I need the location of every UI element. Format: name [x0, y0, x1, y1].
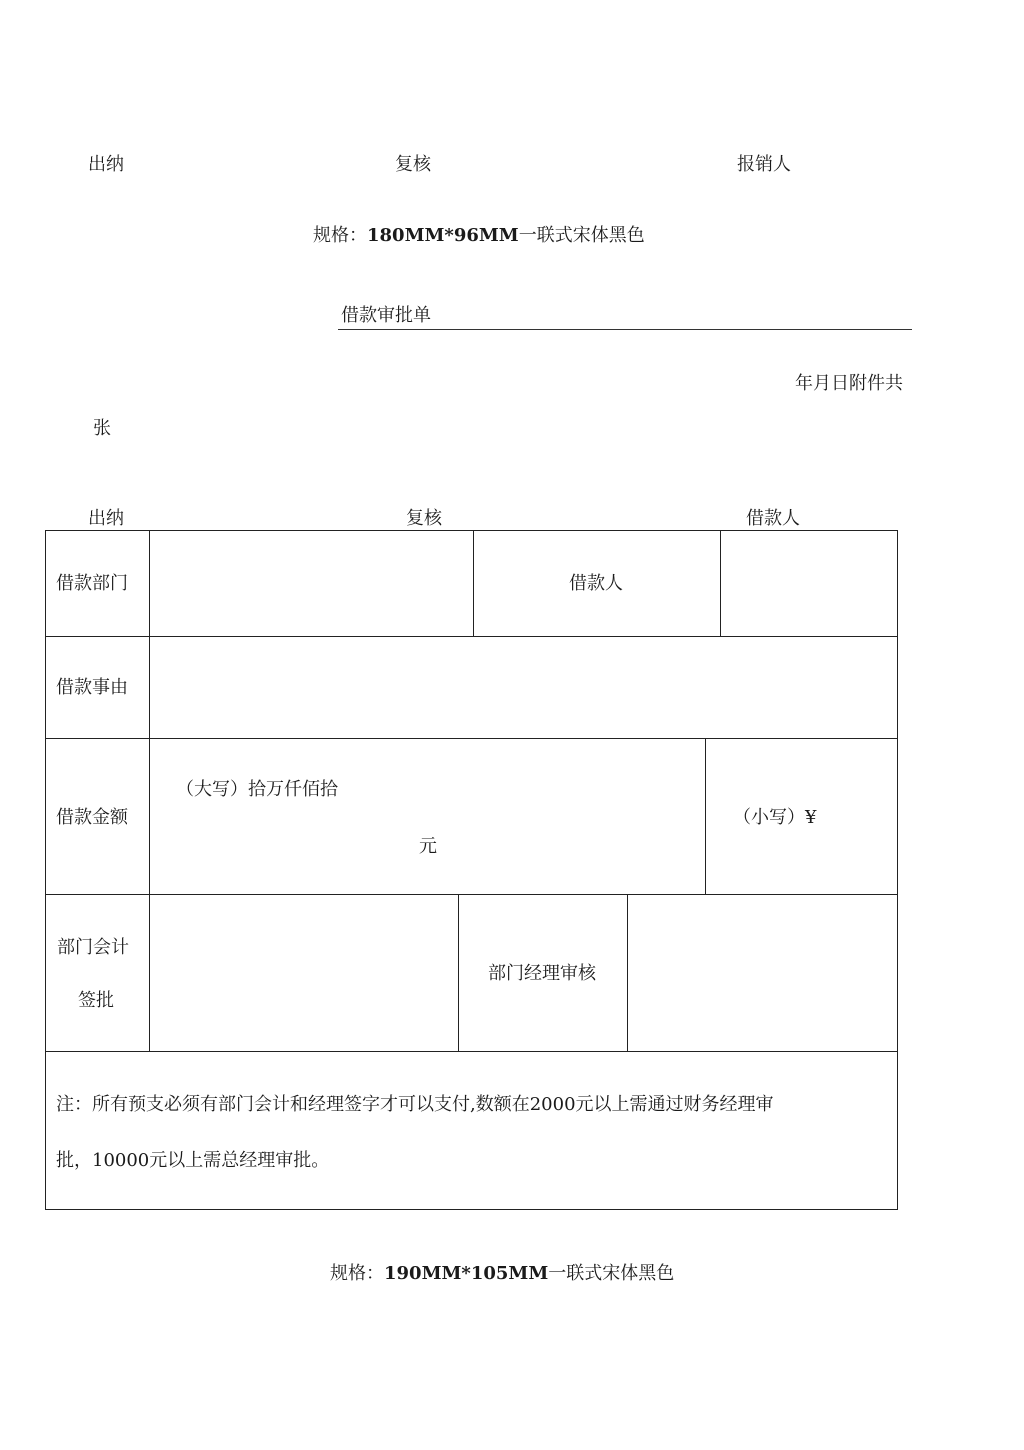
spec-line-1 — [313, 227, 645, 245]
row-divider — [45, 636, 898, 637]
dept-accountant-sign-field[interactable] — [151, 896, 457, 1050]
loan-reason-field[interactable] — [151, 638, 897, 737]
spec-1-prefix: 规格： — [313, 225, 367, 246]
loan-department-label: 借款部门 — [56, 573, 128, 594]
form-cashier-label: 出纳 — [88, 508, 124, 529]
amount-lower-case[interactable]: （小写）¥ — [733, 807, 817, 828]
row-divider — [45, 1051, 898, 1052]
column-divider — [473, 530, 474, 636]
dept-accountant-label-line1: 部门会计 — [57, 937, 129, 958]
top-reimburser-label: 报销人 — [737, 154, 791, 175]
note-line-2: 批，10000元以上需总经理审批。 — [56, 1150, 330, 1171]
column-divider — [458, 894, 459, 1051]
amount-upper-case[interactable]: （大写）拾万仟佰拾 — [176, 779, 338, 800]
spec-2-size: 190MM*105MM — [384, 1263, 549, 1284]
row-divider — [45, 894, 898, 895]
loan-amount-label: 借款金额 — [56, 807, 128, 828]
dept-manager-sign-field[interactable] — [629, 896, 897, 1050]
spec-line-2 — [330, 1265, 674, 1283]
note-line-1: 注：所有预支必须有部门会计和经理签字才可以支付,数额在2000元以上需通过财务经理审 — [56, 1094, 774, 1115]
spec-2-prefix: 规格： — [330, 1263, 384, 1284]
dept-manager-review-label: 部门经理审核 — [488, 963, 596, 984]
dept-accountant-label-line2: 签批 — [78, 990, 114, 1011]
column-divider — [705, 738, 706, 894]
form-title: 借款审批单 — [341, 305, 431, 326]
spec-2-suffix: 一联式宋体黑色 — [548, 1263, 675, 1284]
borrower-field[interactable] — [722, 531, 897, 635]
date-attachment-line: 年月日附件共 — [795, 373, 903, 394]
top-cashier-label: 出纳 — [88, 154, 124, 175]
loan-department-field[interactable] — [151, 531, 472, 635]
title-underline — [338, 329, 912, 330]
row-divider — [45, 738, 898, 739]
spec-1-suffix: 一联式宋体黑色 — [518, 225, 645, 246]
loan-reason-label: 借款事由 — [56, 677, 128, 698]
sheets-label: 张 — [93, 418, 111, 439]
form-borrower-sign-label: 借款人 — [746, 508, 800, 529]
form-review-label: 复核 — [406, 508, 442, 529]
top-review-label: 复核 — [395, 154, 431, 175]
amount-unit-yuan: 元 — [419, 836, 437, 857]
borrower-label: 借款人 — [569, 573, 623, 594]
label-column-divider — [149, 530, 150, 1051]
column-divider — [627, 894, 628, 1051]
spec-1-size: 180MM*96MM — [367, 225, 519, 246]
column-divider — [720, 530, 721, 636]
